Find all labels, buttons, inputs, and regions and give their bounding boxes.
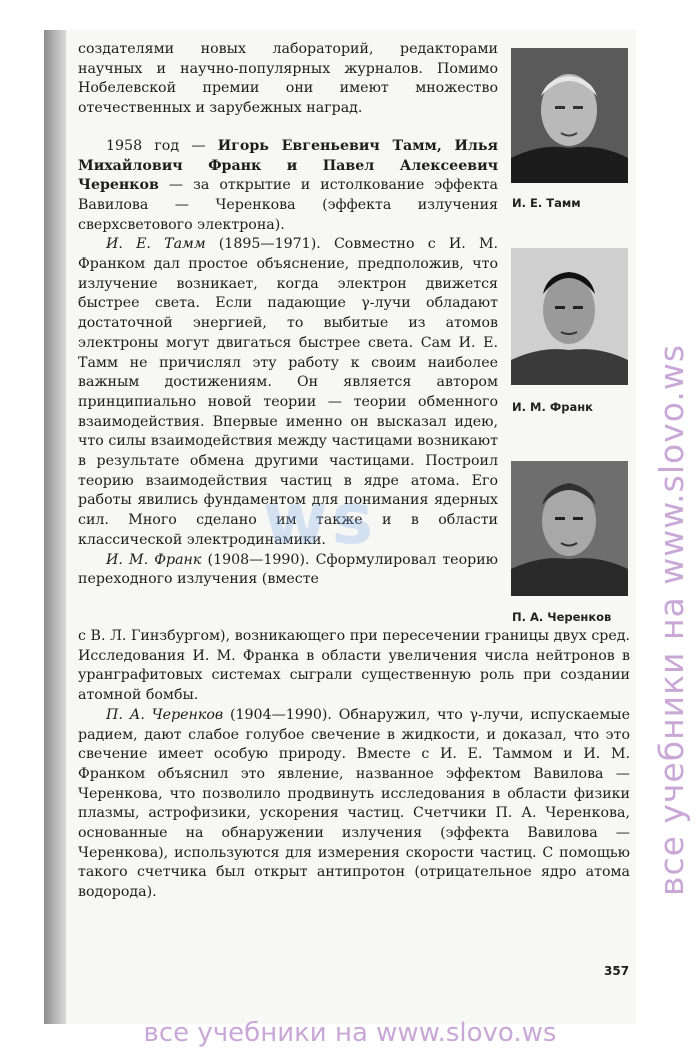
paragraph-frank-cont: с В. Л. Гинзбургом), возникающего при пересечении границы двух сред. Исследования И. М. Франка в области увеличения числа нейтронов в уранграфитовых системах сыграли существенную роль при создании атомной бомбы. <box>78 628 630 704</box>
caption-cherenkov: П. А. Черенков <box>512 610 612 624</box>
paragraph-tamm: И. Е. Тамм (1895—1971). Совместно с И. М. Франком дал простое объяснение, предположив, что излучение возникает, когда электрон движется быстрее света. Если падающие γ-лучи обладают достаточной энергией, то выбитые из атомов электроны могут двигаться быстрее света. Сам И. Е. Тамм не причислял эту работу к своим наиболее важным достижениям. Он является автором принципиально новой теории — теории обменного взаимодействия. Впервые именно он высказал идею, что силы взаимодействия между частицами возникают в результате обмена другими частицами. Построил теорию взаимодействия частиц в ядре атома. Его работы явились фундаментом для понимания ядерных сил. Много сделано им также и в области классической электродинамики. <box>78 236 498 548</box>
paragraph-nobel-1958: 1958 год — Игорь Евгеньевич Тамм, Илья Михайлович Франк и Павел Алексеевич Черенков — за открытие и истолкование эффекта Вавилова — Черенкова (эффекта излучения сверхсветового электрона). <box>78 137 498 233</box>
portrait-tamm <box>511 48 628 183</box>
caption-tamm: И. Е. Тамм <box>512 196 581 210</box>
paragraph-frank-start: И. М. Франк (1908—1990). Сформулировал теорию переходного излучения (вместе <box>78 551 499 588</box>
watermark-bottom-link[interactable]: все учебники на www.slovo.ws <box>143 1018 557 1048</box>
page-number: 357 <box>604 964 630 978</box>
watermark-vertical: все учебники на www.slovo.ws <box>652 343 691 896</box>
caption-frank: И. М. Франк <box>512 400 593 414</box>
text-column-wide <box>78 627 630 903</box>
portrait-frank <box>511 248 628 385</box>
paragraph-cherenkov: П. А. Черенков (1904—1990). Обнаружил, что γ-лучи, испускаемые радием, дают слабое голубое свечение в жидкости, и доказал, что это свечение имеет особую природу. Вместе с И. Е. Таммом и И. М. Франком объяснил это явление, названное эффектом Вавилова — Черенкова, что позволило продвинуть исследования в области физики плазмы, астрофизики, ускорения частиц. Счетчики П. А. Черенкова, основанные на обнаружении излучения (эффекта Вавилова — Черенкова), используются для измерения скорости частиц. С помощью такого счетчика был открыт антипротон (отрицательное ядро атома водорода). <box>78 706 630 901</box>
paragraph-intro: создателями новых лабораторий, редакторами научных и научно-популярных журналов. Помимо Нобелевской премии они имеют множество отечественных и зарубежных наград. <box>78 41 498 117</box>
watermark-center: ws <box>262 478 378 560</box>
book-spine-shadow <box>44 30 66 1024</box>
